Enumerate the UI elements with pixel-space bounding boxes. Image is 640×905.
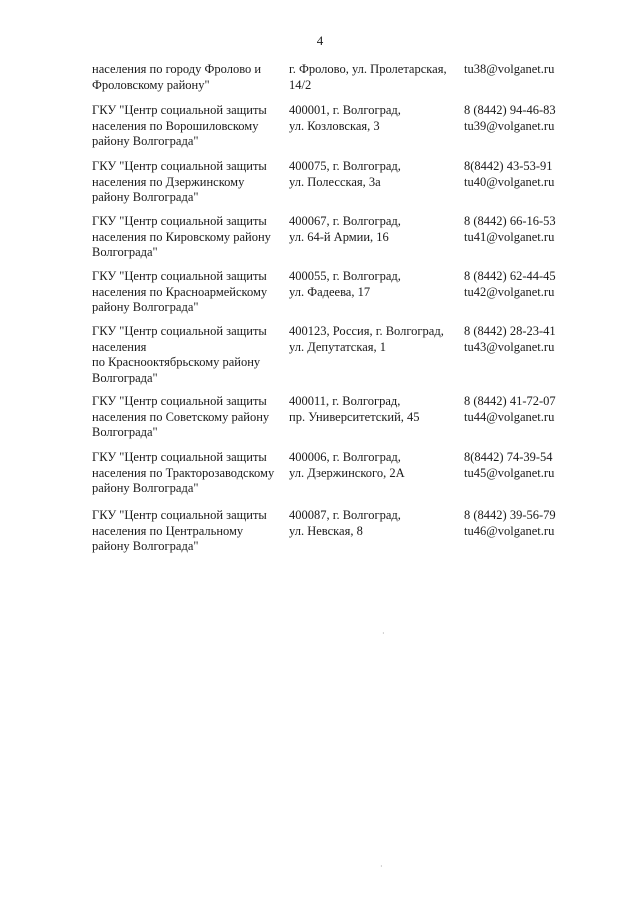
address-line: г. Фролово, ул. Пролетарская, <box>289 62 447 76</box>
contacts <box>464 62 592 93</box>
organization-name-line: населения по Тракторозаводскому <box>92 465 275 480</box>
organization-name-line: Волгограда" <box>92 425 158 439</box>
address <box>289 450 464 497</box>
contacts-line: tu39@volganet.ru <box>464 118 555 133</box>
organization-name-line: ГКУ "Центр социальной защиты <box>92 103 267 117</box>
organization-name-line: населения по Советскому району <box>92 409 270 424</box>
contacts-line: tu42@volganet.ru <box>464 284 555 299</box>
address-line: ул. Дзержинского, 2А <box>289 465 405 480</box>
contacts-line: tu38@volganet.ru <box>464 62 555 76</box>
address-line: ул. 64-й Армии, 16 <box>289 229 389 244</box>
contacts-line: 8 (8442) 94-46-83 <box>464 103 556 117</box>
contacts-line: 8(8442) 74-39-54 <box>464 450 553 464</box>
contacts-line: 8 (8442) 41-72-07 <box>464 394 556 408</box>
contacts-line: 8 (8442) 62-44-45 <box>464 269 556 283</box>
organization-name-line: ГКУ "Центр социальной защиты <box>92 214 267 228</box>
organization-name-line: ГКУ "Центр социальной защиты <box>92 508 267 522</box>
address <box>289 269 464 316</box>
address <box>289 324 464 386</box>
contacts <box>464 450 592 497</box>
organization-name <box>92 269 289 316</box>
table-row <box>92 62 592 93</box>
contacts-line: 8(8442) 43-53-91 <box>464 159 553 173</box>
address-line: пр. Университетский, 45 <box>289 409 420 424</box>
organization-name-line: населения по Ворошиловскому <box>92 118 259 133</box>
organization-name-line: ГКУ "Центр социальной защиты <box>92 394 267 408</box>
organization-name-line: населения по Красноармейскому <box>92 284 268 299</box>
address <box>289 62 464 93</box>
address-line: 400075, г. Волгоград, <box>289 159 401 173</box>
contacts-line: 8 (8442) 39-56-79 <box>464 508 556 522</box>
organization-name-line: району Волгограда" <box>92 190 199 204</box>
organization-name <box>92 159 289 206</box>
organization-name-line: ГКУ "Центр социальной защиты <box>92 450 267 464</box>
address-line: 14/2 <box>289 77 312 92</box>
address-line: 400011, г. Волгоград, <box>289 394 401 408</box>
organization-name-line: ГКУ "Центр социальной защиты <box>92 269 267 283</box>
contacts-line: tu45@volganet.ru <box>464 465 555 480</box>
contacts-line: tu46@volganet.ru <box>464 523 555 538</box>
organization-name <box>92 394 289 441</box>
address-line: 400006, г. Волгоград, <box>289 450 401 464</box>
table-row <box>92 214 592 261</box>
contacts <box>464 508 592 555</box>
organization-name-line: Фроловскому району" <box>92 77 210 92</box>
table-row <box>92 103 592 150</box>
contacts-line: tu44@volganet.ru <box>464 409 555 424</box>
address-line: ул. Полесская, 3а <box>289 174 381 189</box>
table-row <box>92 159 592 206</box>
table-row <box>92 269 592 316</box>
organization-name-line: Волгограда" <box>92 245 158 259</box>
address-line: 400087, г. Волгоград, <box>289 508 401 522</box>
page-number: 4 <box>316 33 324 48</box>
organization-name-line: населения <box>92 339 147 354</box>
contacts-line: 8 (8442) 66-16-53 <box>464 214 556 228</box>
address-line: ул. Невская, 8 <box>289 523 363 538</box>
address <box>289 159 464 206</box>
organization-name <box>92 324 289 386</box>
organization-name <box>92 103 289 150</box>
organization-name-line: ГКУ "Центр социальной защиты <box>92 159 267 173</box>
contacts <box>464 214 592 261</box>
contacts-line: tu43@volganet.ru <box>464 339 555 354</box>
table-row <box>92 450 592 497</box>
address-line: ул. Фадеева, 17 <box>289 284 371 299</box>
organization-name <box>92 214 289 261</box>
address <box>289 214 464 261</box>
organization-name-line: району Волгограда" <box>92 481 199 495</box>
contacts-line: tu40@volganet.ru <box>464 174 555 189</box>
organization-name-line: населения по Кировскому району <box>92 229 271 244</box>
address-line: 400055, г. Волгоград, <box>289 269 401 283</box>
organization-name-line: району Волгограда" <box>92 134 199 148</box>
organization-name-line: району Волгограда" <box>92 539 199 553</box>
address-line: ул. Козловская, 3 <box>289 118 380 133</box>
organization-name <box>92 62 289 93</box>
organization-name-line: ГКУ "Центр социальной защиты <box>92 324 267 338</box>
contacts <box>464 324 592 386</box>
organization-name-line: по Краснооктябрьскому району <box>92 355 261 369</box>
address-line: 400001, г. Волгоград, <box>289 103 401 117</box>
organization-name-line: Волгограда" <box>92 370 158 385</box>
table-row <box>92 324 592 386</box>
contacts <box>464 159 592 206</box>
scan-speck: · <box>382 629 385 638</box>
organization-name <box>92 450 289 497</box>
address <box>289 394 464 441</box>
address-line: 400123, Россия, г. Волгоград, <box>289 324 444 338</box>
organization-name-line: населения по городу Фролово и <box>92 62 262 76</box>
address-line: ул. Депутатская, 1 <box>289 339 387 354</box>
organization-name <box>92 508 289 555</box>
scan-speck: · <box>380 862 383 871</box>
contacts <box>464 103 592 150</box>
table-row <box>92 394 592 441</box>
organization-name-line: населения по Центральному <box>92 523 244 538</box>
address-line: 400067, г. Волгоград, <box>289 214 401 228</box>
contacts-line: tu41@volganet.ru <box>464 229 555 244</box>
table-row <box>92 508 592 555</box>
address <box>289 103 464 150</box>
contacts-line: 8 (8442) 28-23-41 <box>464 324 556 338</box>
contacts <box>464 269 592 316</box>
organization-name-line: району Волгограда" <box>92 300 199 314</box>
organization-name-line: населения по Дзержинскому <box>92 174 245 189</box>
address <box>289 508 464 555</box>
contacts <box>464 394 592 441</box>
